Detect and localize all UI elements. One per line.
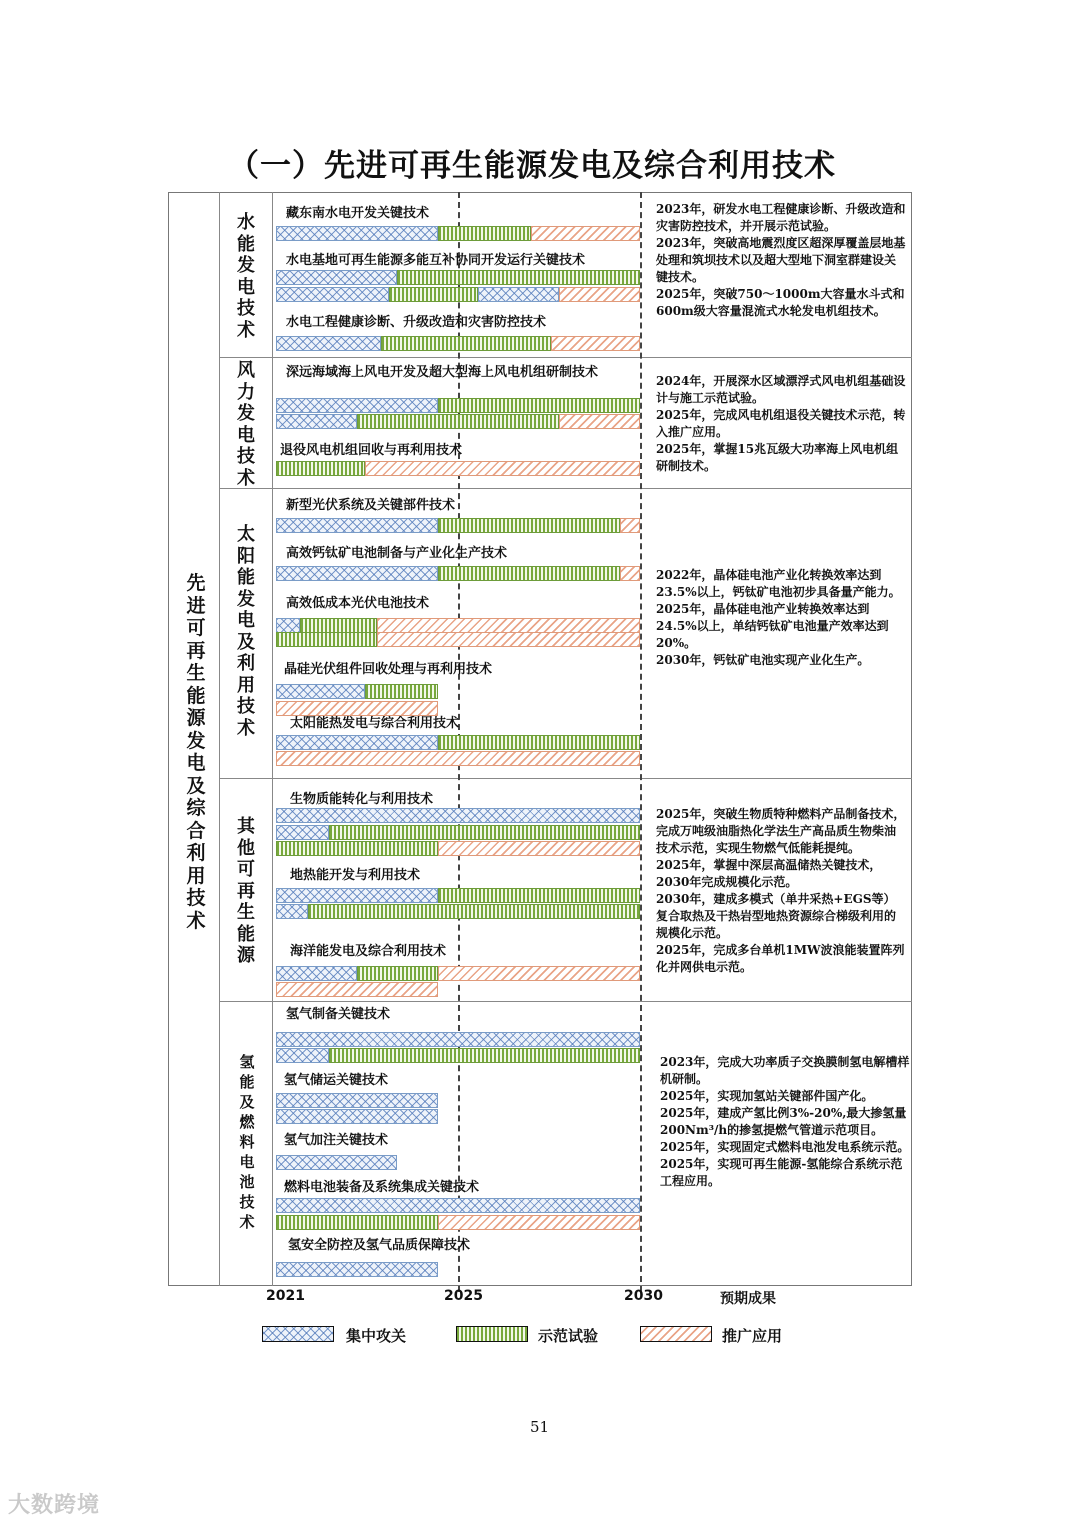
axis-tick-2030: 2030 xyxy=(624,1288,663,1304)
tech-label: 水电工程健康诊断、升级改造和灾害防控技术 xyxy=(286,315,547,330)
legend-label-promotion: 推广应用 xyxy=(722,1327,783,1345)
tech-label: 氢气制备关键技术 xyxy=(286,1007,391,1022)
legend-swatch-promotion xyxy=(640,1326,712,1342)
category-hydro: 水能发电技术 xyxy=(237,212,255,341)
tech-label: 水电基地可再生能源多能互补协同开发运行关键技术 xyxy=(286,253,586,268)
timeline-bar-shi xyxy=(276,841,438,856)
watermark: 大数跨境 xyxy=(8,1493,101,1518)
timeline-bar-shi xyxy=(381,336,551,351)
expected-results-other: 2025年，突破生物质特种燃料产品制备技术，完成万吨级油脂热化学法生产高品质生物柴油技术示范，实现生物燃气低能耗提纯。 2025年，掌握中深层高温储热关键技术，2030年完成规模化示范。 2030年，建成多模式（单井采热+EGS等）复合取热及干热岩型地热资源综合梯级利用的规模化示范。 2025年，完成多台单机1MW波浪能装置阵列化并网供电示范。 xyxy=(656,807,906,974)
timeline-bar-gong xyxy=(276,684,365,699)
timeline-bar-gong xyxy=(276,966,357,981)
timeline-bar-gong xyxy=(276,888,438,903)
timeline-bar-tui xyxy=(438,966,640,981)
timeline-bar-gong xyxy=(276,414,357,429)
timeline-bar-tui xyxy=(438,1215,640,1230)
tech-label: 生物质能转化与利用技术 xyxy=(290,792,434,807)
timeline-bar-shi xyxy=(276,632,377,647)
tech-label: 海洋能发电及综合利用技术 xyxy=(290,944,447,959)
timeline-bar-gong xyxy=(276,1262,438,1277)
tech-label: 新型光伏系统及关键部件技术 xyxy=(286,498,456,513)
tech-label: 氢气储运关键技术 xyxy=(284,1073,389,1088)
timeline-bar-gong xyxy=(478,287,559,302)
page-number: 51 xyxy=(530,1418,550,1436)
timeline-bar-shi xyxy=(438,398,640,413)
category-wind: 风力发电技术 xyxy=(237,360,255,489)
timeline-bar-shi xyxy=(308,904,640,919)
timeline-bar-gong xyxy=(276,270,397,285)
tech-label: 氢安全防控及氢气品质保障技术 xyxy=(288,1238,471,1253)
timeline-bar-gong xyxy=(276,1109,438,1124)
axis-tick-2025: 2025 xyxy=(444,1288,483,1304)
timeline-bar-shi xyxy=(357,414,559,429)
category-solar: 太阳能发电及利用技术 xyxy=(237,524,255,739)
timeline-bar-shi xyxy=(438,888,640,903)
timeline-bar-gong xyxy=(276,904,308,919)
timeline-bar-shi xyxy=(389,287,478,302)
timeline-bar-tui xyxy=(559,287,640,302)
tech-label: 深远海域海上风电开发及超大型海上风电机组研制技术 xyxy=(286,365,599,380)
timeline-bar-gong xyxy=(276,1032,640,1047)
timeline-bar-tui xyxy=(620,518,640,533)
tech-label: 晶硅光伏组件回收处理与再利用技术 xyxy=(284,662,493,677)
tech-label: 藏东南水电开发关键技术 xyxy=(286,206,430,221)
category-other-renewables: 其他可再生能源 xyxy=(237,816,255,966)
tech-label: 氢气加注关键技术 xyxy=(284,1133,389,1148)
expected-results-wind: 2024年，开展深水区域漂浮式风电机组基础设计与施工示范试验。 2025年，完成风电机组退役关键技术示范，转入推广应用。 2025年，掌握15兆瓦级大功率海上风电机组研制技术。 xyxy=(656,374,906,473)
timeline-bar-shi xyxy=(300,618,377,633)
timeline-bar-gong xyxy=(276,735,438,750)
timeline-bar-shi xyxy=(438,226,531,241)
timeline-bar-shi xyxy=(276,1215,438,1230)
timeline-bar-shi xyxy=(329,1048,640,1063)
table-divider xyxy=(219,1001,912,1002)
axis-tick-2021: 2021 xyxy=(266,1288,305,1304)
tech-label: 高效低成本光伏电池技术 xyxy=(286,596,430,611)
timeline-bar-tui xyxy=(620,566,640,581)
category-hydrogen: 氢能及燃料电池技术 xyxy=(239,1053,255,1231)
timeline-bar-shi xyxy=(365,684,438,699)
timeline-bar-tui xyxy=(377,632,640,647)
timeline-bar-gong xyxy=(276,825,329,840)
legend-swatch-focused-research xyxy=(262,1326,334,1342)
timeline-bar-gong xyxy=(276,336,381,351)
timeline-bar-tui xyxy=(531,226,640,241)
expected-results-solar: 2022年，晶体硅电池产业化转换效率达到23.5%以上，钙钛矿电池初步具备量产能力。 2025年，晶体硅电池产业转换效率达到24.5%以上，单结钙钛矿电池量产效率达到20%。 2030年，钙钛矿电池实现产业化生产。 xyxy=(656,568,901,667)
timeline-bar-gong xyxy=(276,1155,397,1170)
timeline-bar-tui xyxy=(551,336,640,351)
tech-label: 高效钙钛矿电池制备与产业化生产技术 xyxy=(286,546,508,561)
timeline-bar-tui xyxy=(276,701,438,716)
legend-label-demonstration: 示范试验 xyxy=(538,1327,599,1345)
legend-swatch-demonstration xyxy=(456,1326,528,1342)
table-divider xyxy=(219,778,912,779)
expected-results-hydro: 2023年，研发水电工程健康诊断、升级改造和灾害防控技术，并开展示范试验。 2023年，突破高地震烈度区超深厚覆盖层地基处理和筑坝技术以及超大型地下洞室群建设关键技术。 2025年，突破750～1000m大容量水斗式和600m级大容量混流式水轮发电机组技术。 xyxy=(656,202,906,318)
timeline-bar-shi xyxy=(329,825,640,840)
tech-label: 地热能开发与利用技术 xyxy=(290,868,421,883)
tech-label: 太阳能热发电与综合利用技术 xyxy=(290,716,460,731)
timeline-bar-tui xyxy=(276,982,438,997)
tech-label: 燃料电池装备及系统集成关键技术 xyxy=(284,1180,480,1195)
timeline-bar-gong xyxy=(276,287,389,302)
tech-label: 退役风电机组回收与再利用技术 xyxy=(280,443,463,458)
timeline-bar-gong xyxy=(276,808,640,823)
timeline-bar-tui xyxy=(377,618,640,633)
year-2030-gridline xyxy=(640,192,642,1292)
expected-results-hydrogen: 2023年，完成大功率质子交换膜制氢电解槽样机研制。 2025年，实现加氢站关键部件国产化。 2025年，建成产氢比例3%-20%,最大掺氢量200Nm³/h的掺氢提燃气管道示范项目。 2025年，实现固定式燃料电池发电系统示范。 2025年，实现可再生能源-氢能综合系统示范工程应用。 xyxy=(660,1055,910,1188)
timeline-bar-shi xyxy=(438,735,640,750)
table-divider xyxy=(219,357,912,358)
timeline-bar-gong xyxy=(276,1048,329,1063)
timeline-bar-gong xyxy=(276,566,438,581)
timeline-bar-shi xyxy=(397,270,640,285)
table-divider xyxy=(219,488,912,489)
timeline-bar-tui xyxy=(438,841,640,856)
results-header: 预期成果 xyxy=(720,1291,776,1307)
timeline-bar-shi xyxy=(357,966,438,981)
page-title: （一）先进可再生能源发电及综合利用技术 xyxy=(228,148,836,184)
timeline-bar-gong xyxy=(276,1198,640,1213)
main-category-label: 先进可再生能源发电及综合利用技术 xyxy=(186,572,206,932)
timeline-bar-gong xyxy=(276,518,438,533)
legend-label-focused-research: 集中攻关 xyxy=(346,1327,407,1345)
timeline-bar-tui xyxy=(276,751,640,766)
timeline-bar-gong xyxy=(276,398,438,413)
timeline-bar-tui xyxy=(559,414,640,429)
timeline-bar-tui xyxy=(365,461,640,476)
timeline-bar-gong xyxy=(276,618,300,633)
timeline-bar-gong xyxy=(276,1093,438,1108)
timeline-bar-shi xyxy=(276,461,365,476)
timeline-bar-shi xyxy=(438,518,620,533)
timeline-bar-shi xyxy=(438,566,620,581)
timeline-bar-gong xyxy=(276,226,438,241)
